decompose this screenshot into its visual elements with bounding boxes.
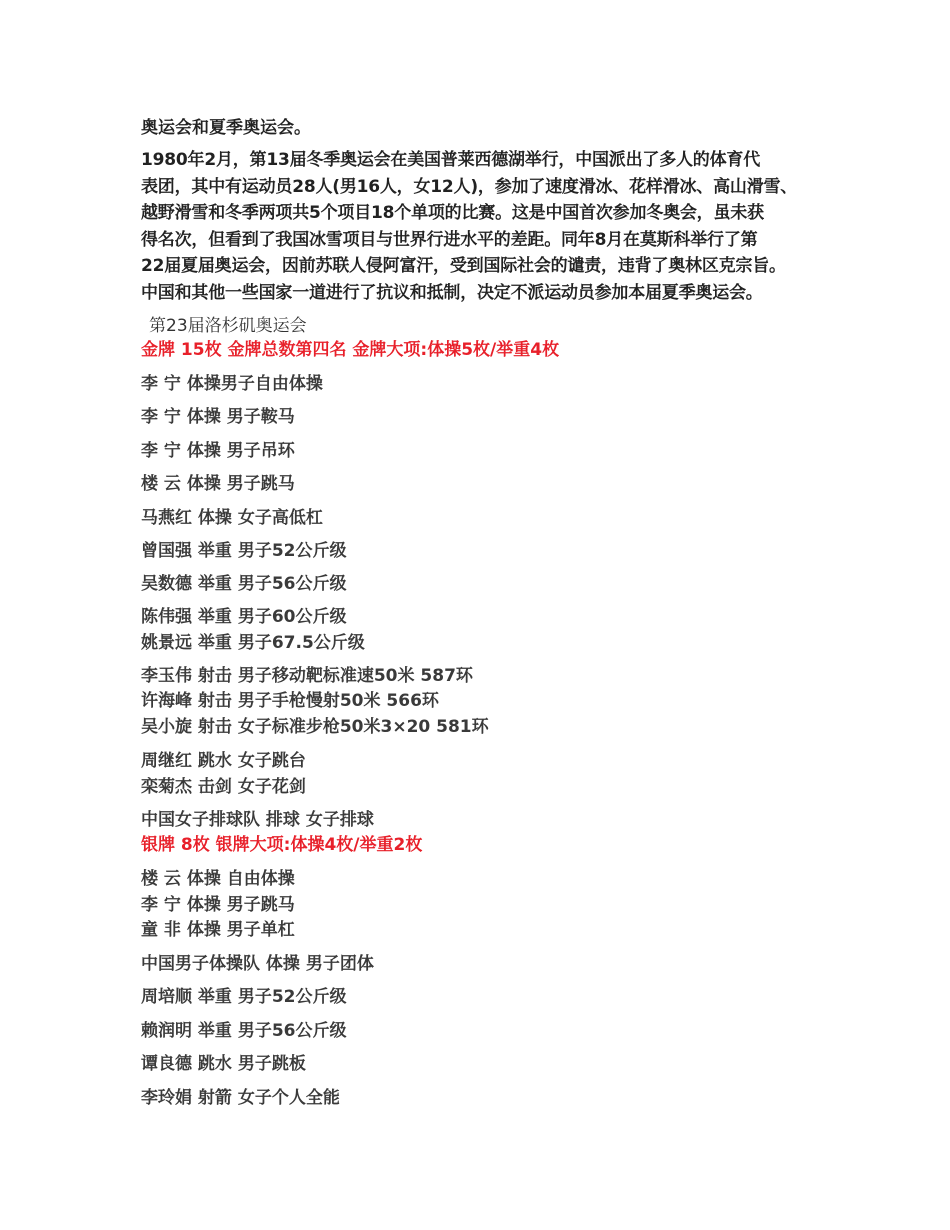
paragraph-line: 中国和其他一些国家一道进行了抗议和抵制，决定不派运动员参加本届夏季奥运会。	[141, 283, 763, 303]
list-item: 栾菊杰 击剑 女子花剑	[141, 777, 306, 797]
paragraph-line: 表团，其中有运动员28人(男16人，女12人)，参加了速度滑冰、花样滑冰、高山滑雪、	[141, 177, 798, 197]
paragraph-line: 越野滑雪和冬季两项共5个项目18个单项的比赛。这是中国首次参加冬奥会，虽未获	[141, 203, 764, 223]
paragraph-line: 1980年2月，第13届冬季奥运会在美国普莱西德湖举行，中国派出了多人的体育代	[141, 150, 760, 170]
list-item: 许海峰 射击 男子手枪慢射50米 566环	[141, 691, 439, 711]
list-item: 中国男子体操队 体操 男子团体	[141, 954, 374, 974]
list-item: 马燕红 体操 女子高低杠	[141, 508, 323, 528]
list-item: 李 宁 体操 男子吊环	[141, 441, 295, 461]
list-item: 李 宁 体操男子自由体操	[141, 374, 323, 394]
list-item: 童 非 体操 男子单杠	[141, 920, 295, 940]
list-item: 李玉伟 射击 男子移动靶标准速50米 587环	[141, 666, 473, 686]
list-item: 李玲娟 射箭 女子个人全能	[141, 1088, 340, 1108]
list-item: 谭良德 跳水 男子跳板	[141, 1054, 306, 1074]
list-item: 赖润明 举重 男子56公斤级	[141, 1021, 347, 1041]
list-item: 楼 云 体操 男子跳马	[141, 474, 295, 494]
silver-medal-summary: 银牌 8枚 银牌大项:体操4枚/举重2枚	[141, 835, 423, 855]
paragraph-line: 得名次，但看到了我国冰雪项目与世界行进水平的差距。同年8月在莫斯科举行了第	[141, 230, 758, 250]
section-heading: 第23届洛杉矶奥运会	[149, 316, 307, 336]
list-item: 李 宁 体操 男子跳马	[141, 895, 295, 915]
list-item: 周继红 跳水 女子跳台	[141, 751, 306, 771]
list-item: 吴数德 举重 男子56公斤级	[141, 574, 347, 594]
list-item: 楼 云 体操 自由体操	[141, 869, 295, 889]
list-item: 中国女子排球队 排球 女子排球	[141, 810, 374, 830]
list-item: 陈伟强 举重 男子60公斤级	[141, 607, 347, 627]
list-item: 姚景远 举重 男子67.5公斤级	[141, 633, 365, 653]
paragraph-line: 22届夏届奥运会，因前苏联人侵阿富汗，受到国际社会的谴责，违背了奥林区克宗旨。	[141, 256, 786, 276]
list-item: 李 宁 体操 男子鞍马	[141, 407, 295, 427]
gold-medal-summary: 金牌 15枚 金牌总数第四名 金牌大项:体操5枚/举重4枚	[141, 340, 560, 360]
intro-line: 奥运会和夏季奥运会。	[141, 118, 311, 138]
list-item: 曾国强 举重 男子52公斤级	[141, 541, 347, 561]
list-item: 吴小旋 射击 女子标准步枪50米3×20 581环	[141, 717, 489, 737]
list-item: 周培顺 举重 男子52公斤级	[141, 987, 347, 1007]
